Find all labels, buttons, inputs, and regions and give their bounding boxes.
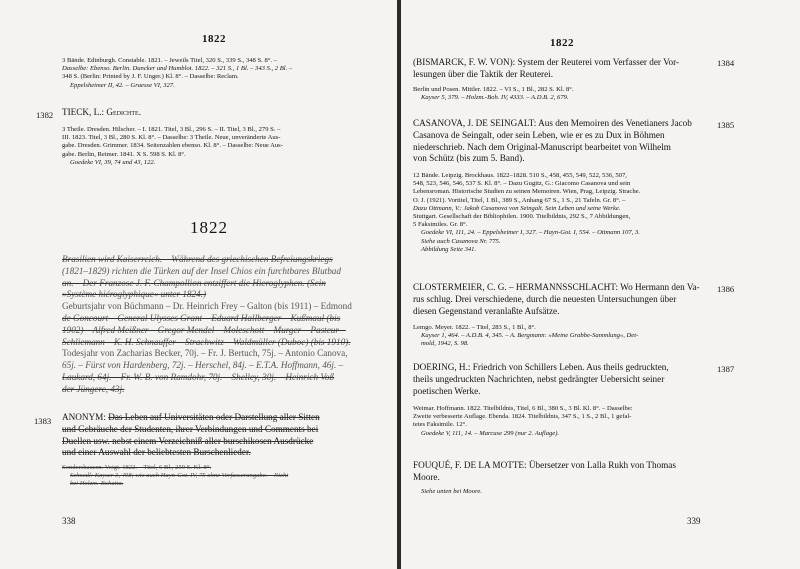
text-line: Sondershausen. Voigt. 1822. – Titel, 6 Bl., 259 S. Kl. 8°. xyxy=(62,464,212,471)
author-label: ANONYM: xyxy=(62,412,106,422)
chronicle-line: »Système hiéroglyphique« unter 1824.) xyxy=(62,289,207,300)
entry-number: 1387 xyxy=(717,364,735,374)
text-line: III. 1823. Titel, 3 Bl., 280 S. Kl. 8°. – Dasselbe: 3 Theile. Neue, unveränderte Aus- xyxy=(62,134,281,142)
entry-body xyxy=(413,172,717,254)
reference-line: Schoedl: Kayser 3, 498; wie auch Hayn-Got. IV, 75 ohne Verfasserangabe. – Nicht xyxy=(70,472,289,480)
chronicle-line: der Jüngere, 43j. xyxy=(62,383,125,394)
reference-line: Goedeke V, 111, 14. – Marcuse 299 (nur 2. Auflage). xyxy=(421,429,560,437)
page-number-left: 338 xyxy=(62,516,76,526)
heading-line: Moore. xyxy=(413,471,440,482)
running-head-right: 1822 xyxy=(550,37,574,49)
entry-body xyxy=(62,126,384,167)
reference-line: Kayser 5, 379. – Holzm.-Boh. IV, 4333. – A.D.B. 2, 679. xyxy=(421,94,569,102)
text-line: Lebensroman. Historische Studien zu seinen Memoiren. Wien, Prag, Leipzig. Strache. xyxy=(413,188,641,196)
running-head-left: 1822 xyxy=(202,33,226,45)
section-title: 1822 xyxy=(190,218,228,237)
entry-heading xyxy=(62,412,392,459)
text-line: O. J. (1921). Vortitel, Titel, 1 Bl., 389 S., Anhang 67 S., 1 S., 21 Tafeln. Gr. 8°. – xyxy=(413,196,626,204)
reference-line: bei Holzm.-Bohatta. xyxy=(70,480,124,488)
text-line: 5 Faksimiles. Gr. 8°. xyxy=(413,221,468,229)
heading-line: von Schütz (bis zum 5. Band). xyxy=(413,153,525,164)
top-continuation xyxy=(62,57,382,90)
page-number-right: 339 xyxy=(687,516,701,526)
heading-line: Duellen usw. nebst einem Verzeichniß aller burschikosen Ausdrücke xyxy=(62,435,314,446)
text-line: 348 S. (Berlin: Printed by J. F. Unger.) Kl. 8°. – Dasselbe: Reclam. xyxy=(62,73,239,81)
heading-line: FOUQUÉ, F. DE LA MOTTE: Übersetzer von Lalla Rukh von Thomas xyxy=(413,460,676,470)
reference-line: Goedeke VI, 111, 24. – Eppelsheimer I, 327. – Hayn-Got. I, 554. – Ottmann 107, 3. xyxy=(421,229,640,237)
heading-line: CASANOVA, J. DE SEINGALT: Aus den Memoiren des Venetianers Jacob xyxy=(413,118,692,128)
text-line: Dazu Ottmann, V.: Jakob Casanova von Seingalt. Sein Leben und seine Werke. xyxy=(413,204,621,212)
chronicle-line: Brasilien wird Kaiserreich. – Während des griechischen Befreiungskriegs xyxy=(62,254,333,264)
entry-heading xyxy=(413,57,713,81)
text-line: Lemgo. Meyer. 1822. – Titel, 283 S., 1 Bl., 8°. xyxy=(413,324,536,331)
heading-line: DOERING, H.: Friedrich von Schillers Leben. Aus theils gedruckten, xyxy=(413,362,669,372)
heading-line: diesen Gegenstand veranlaßte Aufsätze. xyxy=(413,305,560,316)
chronicle-line: Laukard, 64j. – Fr. W. B. von Ramdohr, 70j. – Shelley, 30j. – Heinrich Voß xyxy=(62,371,335,382)
left-page xyxy=(0,0,397,569)
heading-line: Das Leben auf Universitäten oder Darstellung aller Sitten xyxy=(108,412,320,422)
chronicle-line: (1821–1829) richten die Türken auf der Insel Chios ein furchtbares Blutbad xyxy=(62,265,341,276)
chronicle-line: 1902) – Alfred Meißner – Gregor Mendel – Moleschott – Murger – Pasteur – xyxy=(62,324,346,335)
text-line: 548, 523, 546, 546, 537 S. Kl. 8°. – Dazu Gugitz, G.: Giacomo Casanova und sein xyxy=(413,180,631,188)
entry-body xyxy=(62,464,382,489)
entry-number: 1382 xyxy=(36,110,54,120)
entry-body xyxy=(413,405,717,438)
heading-line: poetischen Werke. xyxy=(413,385,481,396)
text-line: Zweite verbesserte Auflage. Ebenda. 1824. Titelbildnis, 347 S., 1 S., 2 Bl., 1 gefal- xyxy=(413,413,632,421)
heading-line: rus schlug. Drei verschiedene, durch die neuesten Untersuchungen über xyxy=(413,293,677,304)
entry-number: 1383 xyxy=(34,416,52,426)
chronicle-line: Schliemann – K. H. Schnauffer – Strachwitz – Waldmüller (Duboc) (bis 1910). xyxy=(62,336,351,347)
reference-line: Abbildung Seite 341. xyxy=(421,245,477,253)
reference-line: Goedeke VI, 39, 74 und 43, 122. xyxy=(70,158,156,166)
text-line: 3 Theile. Dresden. Hilscher. – I. 1821. Titel, 3 Bl., 296 S. – II. Titel, 3 Bl., 279 S. – xyxy=(62,126,281,133)
reference-line: Eppelsheimer II, 42. – Graesse VI, 327. xyxy=(70,81,175,89)
text-line: 12 Bände. Leipzig. Brockhaus. 1822–1828. 510 S., 458, 455, 549, 522, 536, 507, xyxy=(413,172,627,179)
entry-heading xyxy=(413,362,715,397)
entry-heading xyxy=(413,460,715,484)
chronicle-line: Geburtsjahr von Büchmann – Dr. Heinrich Frey – Galton (bis 1911) – Edmond xyxy=(62,301,352,312)
reference-line: Siehe unten bei Moore. xyxy=(421,488,482,495)
entry-number: 1385 xyxy=(717,120,735,130)
entry-heading xyxy=(413,282,715,317)
reference-line: mold, 1942, S. 98. xyxy=(421,340,469,348)
text-line: Dasselbe: Ebenso. Berlin. Duncker und Humblot. 1822. – 321 S., 1 Bl. – 343 S., 2 Bl. – xyxy=(62,65,293,73)
chronicle-line: 65j. – Fürst von Hardenberg, 72j. – Herschel, 84j. – E.T.A. Hoffmann, 46j. – xyxy=(62,360,344,371)
text-line: Stuttgart. Gesellschaft der Bibliophilen. 1900. Titelbildnis, 292 S., 7 Abbildungen, xyxy=(413,213,631,221)
reference-line: Kayser 1, 464. – A.D.B. 4, 345. – A. Bergmann: »Meine Grabbe-Sammlung«, Det- xyxy=(421,332,639,340)
entry-body xyxy=(413,86,713,102)
heading-line: und einer Auswahl der beliebtesten Burschenlieder. xyxy=(62,447,251,458)
text-line: Berlin und Posen. Mittler. 1822. – VI S., 1 Bl., 282 S. Kl. 8°. xyxy=(413,86,574,93)
chronicle-line: de Goncourt – General Ulysses Grant – Eduard Hallberger – Kußmaul (bis xyxy=(62,312,341,323)
text-line: tetes Faksimile. 12°. xyxy=(413,421,467,429)
heading-line: und Gebräuche der Studenten, ihrer Verbindungen und Comments bei xyxy=(62,423,319,434)
text-line: gabe. Dresden. Grimmer. 1834. Seitenzahlen ebenso. Kl. 8°. – Dasselbe: Neue Aus- xyxy=(62,142,283,150)
chronicle-line: an. – Der Franzose J. F. Champollion entziffert die Hieroglyphen. (Sein xyxy=(62,277,326,288)
text-line: 3 Bände. Edinburgh. Constable. 1821. – Jeweils Titel, 320 S., 339 S., 348 S. 8°. – xyxy=(62,57,277,64)
heading-line: lesungen über die Taktik der Reuterei. xyxy=(413,68,554,79)
reference-line: Siehe auch Casanova Nr. 775. xyxy=(421,237,501,245)
heading-line: Casanova de Seingalt, oder sein Leben, wie er es zu Dux in Böhmen xyxy=(413,129,665,140)
text-line: gabe. Berlin, Reimer. 1841. X S. 598 S. Kl. 8°. xyxy=(62,150,186,158)
entry-heading: TIECK, L.: Gedichte. xyxy=(62,107,141,117)
heading-line: theils ungedruckten Nachrichten, nebst gedrängter Uebersicht seiner xyxy=(413,373,665,384)
heading-line: (BISMARCK, F. W. VON): System der Reuterei vom Verfasser der Vor- xyxy=(413,57,680,67)
entry-heading xyxy=(413,118,715,165)
chronicle-block xyxy=(62,254,388,396)
entry-body xyxy=(413,324,717,349)
right-page xyxy=(401,0,800,569)
heading-line: CLOSTERMEIER, C. G. – HERMANNSSCHLACHT: Wo Hermann den Va- xyxy=(413,282,700,292)
text-line: Weimar. Hoffmann. 1822. Titelbildnis, Titel, 6 Bl., 380 S., 3 Bl. Kl. 8°. – Dasselbe: xyxy=(413,405,633,412)
chronicle-line: Todesjahr von Zacharias Becker, 70j. – Fr. J. Bertuch, 75j. – Antonio Canova, xyxy=(62,348,348,359)
entry-number: 1384 xyxy=(717,58,735,68)
entry-number: 1386 xyxy=(717,284,735,294)
heading-line: niederschrieb. Nach dem Original-Manuscript bearbeitet von Wilhelm xyxy=(413,141,671,152)
